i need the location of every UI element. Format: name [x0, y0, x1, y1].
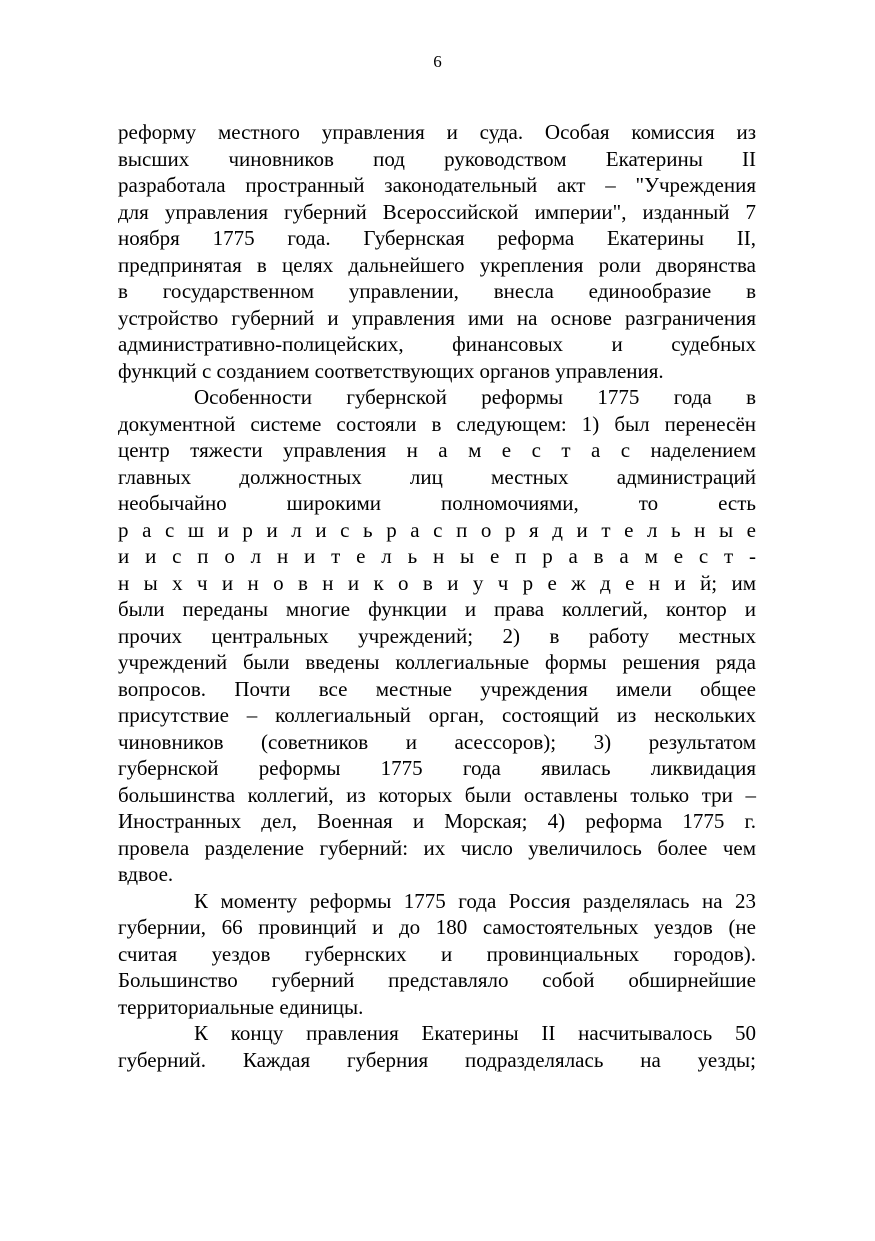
- text-line: необычайно широкими полномочиями, то есть: [118, 491, 756, 515]
- text-line: Большинство губерний представляло собой обширнейшие: [118, 968, 756, 992]
- text-line: вопросов. Почти все местные учреждения имели общее: [118, 676, 756, 701]
- text-line: р а с ш и р и л и с ь р а с п о р я д и т е л ь н ы е: [118, 517, 756, 542]
- text-line: реформу местного управления и суда. Особая комиссия из: [118, 120, 756, 144]
- text-line: прочих центральных учреждений; 2) в работу местных: [118, 623, 756, 648]
- text-line: губерний. Каждая губерния подразделялась на уезды;: [118, 1047, 756, 1072]
- text-line: Иностранных дел, Военная и Морская; 4) реформа 1775 г.: [118, 809, 756, 833]
- text-line: документной системе состояли в следующем: 1) был перенесён: [118, 411, 756, 436]
- page-number: 6: [433, 52, 442, 71]
- text-line: центр тяжести управления н а м е с т а с наделением: [118, 438, 756, 462]
- paragraph-first-line: Особенности губернской реформы 1775 года в: [194, 385, 756, 409]
- text-line: устройство губерний и управления ими на основе разграничения: [118, 305, 756, 330]
- text-line: вдвое.: [118, 862, 174, 886]
- document-body: [118, 119, 756, 1073]
- text-line: административно-полицейских, финансовых и судебных: [118, 332, 756, 356]
- text-line: для управления губерний Всероссийской империи", изданный 7: [118, 199, 756, 224]
- text-line: главных должностных лиц местных администраций: [118, 464, 756, 489]
- text-line: считая уездов губернских и провинциальных городов).: [118, 941, 756, 966]
- text-line: функций с созданием соответствующих органов управления.: [118, 358, 664, 383]
- text-line: учреждений были введены коллегиальные формы решения ряда: [118, 650, 756, 674]
- text-line: территориальные единицы.: [118, 994, 364, 1019]
- text-line: были переданы многие функции и права коллегий, контор и: [118, 597, 756, 621]
- text-line: в государственном управлении, внесла единообразие в: [118, 279, 756, 303]
- text-line: н ы х ч и н о в н и к о в и у ч р е ж д е н и й; им: [118, 570, 756, 595]
- text-line: провела разделение губерний: их число увеличилось более чем: [118, 835, 756, 860]
- text-line: чиновников (советников и асессоров); 3) результатом: [118, 729, 756, 754]
- text-line: и и с п о л н и т е л ь н ы е п р а в а м е с т -: [118, 544, 756, 568]
- text-line: губернии, 66 провинций и до 180 самостоятельных уездов (не: [118, 915, 756, 939]
- text-line: предпринятая в целях дальнейшего укрепления роли дворянства: [118, 252, 756, 277]
- paragraph-first-line: К моменту реформы 1775 года Россия разделялась на 23: [194, 888, 756, 913]
- text-line: разработала пространный законодательный акт – "Учреждения: [118, 173, 756, 197]
- text-line: высших чиновников под руководством Екатерины II: [118, 146, 756, 171]
- text-line: большинства коллегий, из которых были оставлены только три –: [118, 782, 756, 807]
- paragraph-first-line: К концу правления Екатерины II насчитывалось 50: [194, 1021, 756, 1045]
- text-line: губернской реформы 1775 года явилась ликвидация: [118, 756, 756, 780]
- text-line: ноября 1775 года. Губернская реформа Екатерины II,: [118, 226, 756, 250]
- text-line: присутствие – коллегиальный орган, состоящий из нескольких: [118, 703, 756, 727]
